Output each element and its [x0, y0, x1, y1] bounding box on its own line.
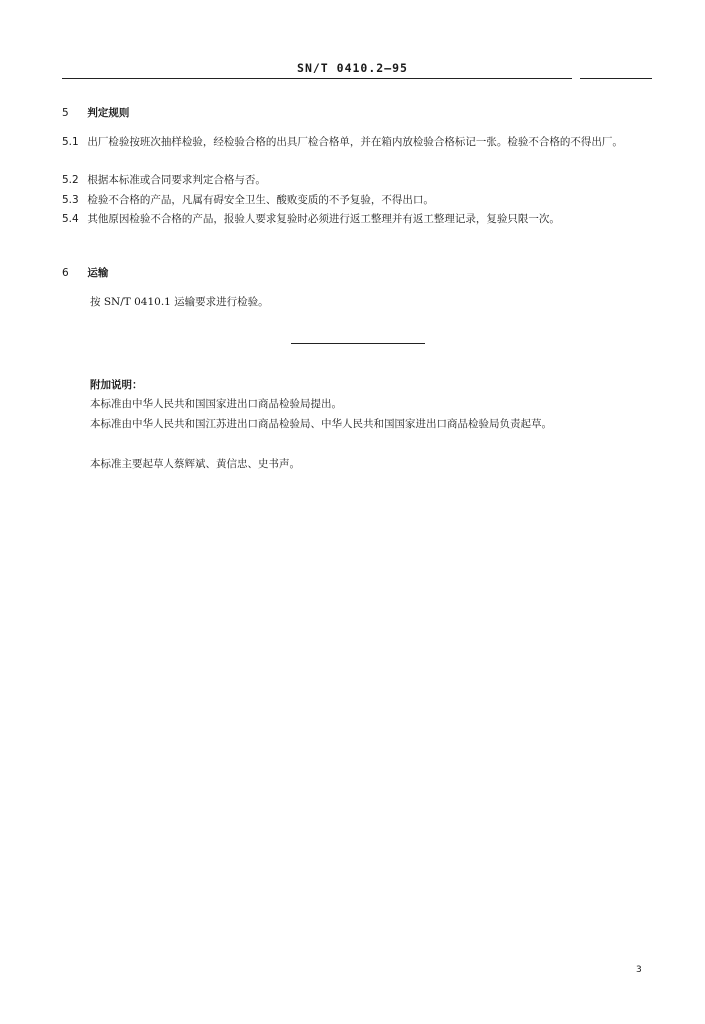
- clause-number: 5.1: [62, 136, 79, 148]
- clause-number: 5.3: [62, 194, 79, 206]
- section-title: 运输: [87, 267, 109, 279]
- separator-line: [291, 343, 425, 344]
- section-number: 6: [62, 267, 69, 279]
- section-6-text: 按 SN/T 0410.1 运输要求进行检验。: [90, 296, 269, 308]
- clause-number: 5.2: [62, 174, 79, 186]
- clause-5-1: [62, 133, 656, 152]
- section-5-heading: [62, 104, 656, 123]
- notes-line-1: 本标准由中华人民共和国国家进出口商品检验局提出。: [90, 398, 342, 410]
- clause-text: 检验不合格的产品，凡属有碍安全卫生、酸败变质的不予复验，不得出口。: [87, 194, 434, 206]
- section-title: 判定规则: [87, 107, 130, 119]
- header-rule: [62, 78, 572, 79]
- clause-text: 根据本标准或合同要求判定合格与否。: [87, 174, 266, 186]
- clause-5-2: [62, 171, 656, 190]
- section-number: 5: [62, 107, 69, 119]
- notes-line-3: 本标准主要起草人蔡辉斌、黄信忠、史书声。: [90, 458, 300, 470]
- clause-5-3: [62, 191, 656, 210]
- section-6-heading: [62, 264, 656, 283]
- page-number: 3: [636, 965, 642, 975]
- notes-line-2: 本标准由中华人民共和国江苏进出口商品检验局、中华人民共和国国家进出口商品检验局负责起草。: [90, 418, 552, 430]
- notes-title: 附加说明：: [90, 379, 143, 391]
- header-rule-short: [580, 78, 652, 79]
- standard-code-header: SN/T 0410.2—95: [297, 61, 408, 75]
- clause-number: 5.4: [62, 213, 79, 225]
- clause-text: 出厂检验按班次抽样检验，经检验合格的出具厂检合格单，并在箱内放检验合格标记一张。检验不合格的不得出厂。: [87, 136, 623, 148]
- clause-text: 其他原因检验不合格的产品，报验人要求复验时必须进行返工整理并有返工整理记录，复验只限一次。: [87, 213, 560, 225]
- clause-5-4: [62, 210, 656, 229]
